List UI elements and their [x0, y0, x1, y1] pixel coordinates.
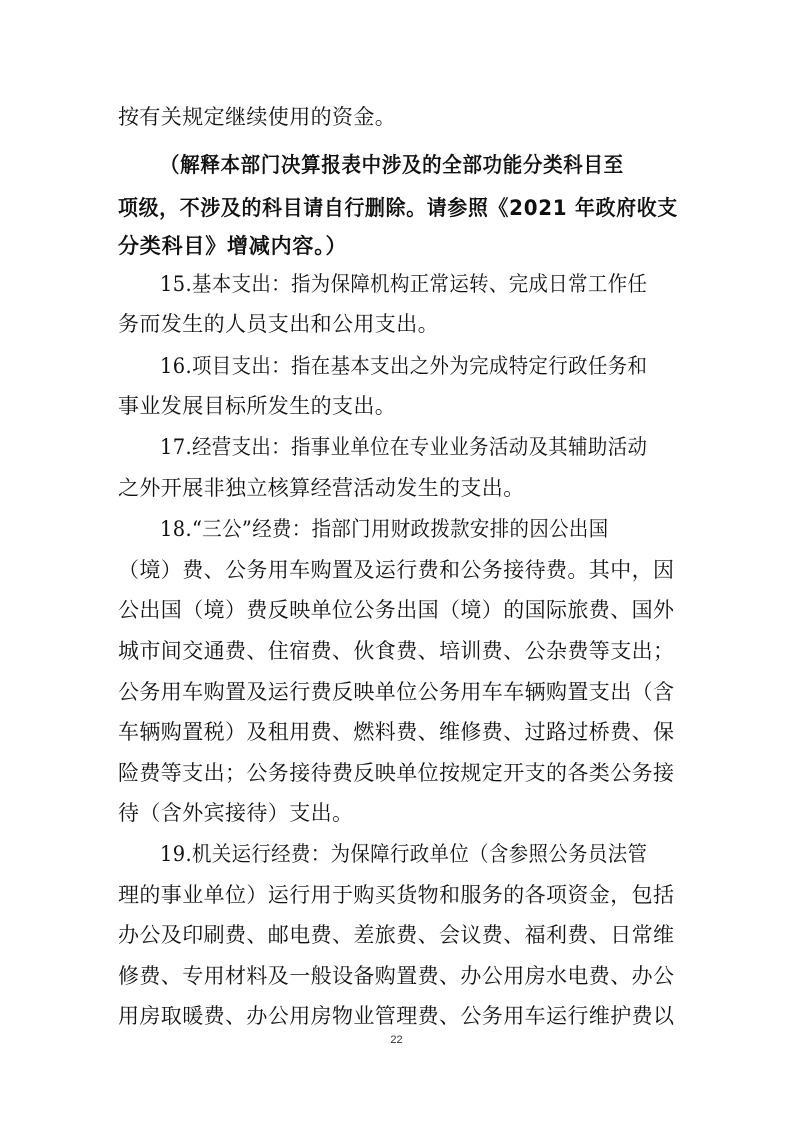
note-line: 分类科目》增减内容。） [118, 234, 348, 258]
body-line: 按有关规定继续使用的资金。 [118, 105, 397, 129]
body-line: 之外开展非独立核算经营活动发生的支出。 [118, 476, 525, 500]
body-line: 公出国（境）费反映单位公务出国（境）的国际旅费、国外 [118, 598, 675, 622]
page-number: 22 [390, 1034, 403, 1046]
note-line: （解释本部门决算报表中涉及的全部功能分类科目至 [160, 153, 624, 177]
body-line: 修费、专用材料及一般设备购置费、办公用房水电费、办公 [118, 964, 675, 988]
body-line: 办公及印刷费、邮电费、差旅费、会议费、福利费、日常维 [118, 923, 675, 947]
body-line: （境）费、公务用车购置及运行费和公务接待费。其中，因 [118, 558, 675, 582]
body-line: 待（含外宾接待）支出。 [118, 801, 354, 825]
body-line: 16.项目支出：指在基本支出之外为完成特定行政任务和 [160, 354, 648, 378]
body-line: 城市间交通费、住宿费、伙食费、培训费、公杂费等支出； [118, 639, 675, 663]
body-line: 险费等支出；公务接待费反映单位按规定开支的各类公务接 [118, 761, 675, 785]
body-line: 17.经营支出：指事业单位在专业业务活动及其辅助活动 [160, 435, 648, 459]
body-line: 理的事业单位）运行用于购买货物和服务的各项资金，包括 [118, 883, 675, 907]
body-line: 公务用车购置及运行费反映单位公务用车车辆购置支出（含 [118, 680, 675, 704]
body-line: 用房取暖费、办公用房物业管理费、公务用车运行维护费以 [118, 1004, 675, 1028]
body-line: 务而发生的人员支出和公用支出。 [118, 312, 439, 336]
body-line: 19.机关运行经费：为保障行政单位（含参照公务员法管 [160, 842, 648, 866]
body-line: 车辆购置税）及租用费、燃料费、维修费、过路过桥费、保 [118, 720, 675, 744]
body-line: 18.“三公”经费：指部门用财政拨款安排的因公出国 [160, 517, 609, 541]
body-line: 事业发展目标所发生的支出。 [118, 394, 397, 418]
note-line: 项级，不涉及的科目请自行删除。请参照《2021 年政府收支 [118, 196, 678, 220]
body-line: 15.基本支出：指为保障机构正常运转、完成日常工作任 [160, 272, 648, 296]
